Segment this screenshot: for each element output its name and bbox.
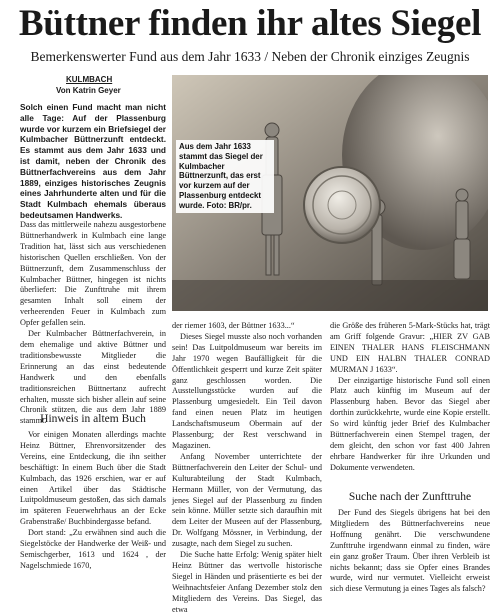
column-1-continued <box>20 430 166 572</box>
column-2 <box>172 321 322 615</box>
col2-paragraph-1: der riemer 1603, der Büttner 1633...“ <box>172 321 295 330</box>
lead-paragraph: Solch einen Fund macht man nicht alle Tage: Auf der Plassenburg wurde vor kurzem ein Briefsiegel der Kulmbacher Büttnerzunft entdeckt. Es stammt aus dem Jahr 1633 und ist damit, neben der Chronik des Büttnerfachvereins aus dem Jahr 1889, einziges historisches Zeugnis eines Jahrhunderte alten und für die Stadt Kulmbach ehemals überaus bedeutsamen Handwerks. <box>20 102 166 220</box>
headline: Büttner finden ihr altes Siegel <box>18 3 482 44</box>
byline-author: Von Katrin Geyer <box>56 86 121 95</box>
col3-paragraph-2: Der einzigartige historische Fund soll einen Platz auch künftig im Museum auf der Plassenburg haben. Bevor das Siegel aber dorthin zurückkehrte, wurde eine Kopie erstellt. So wird künftig jeder Brief des Kulmbacher Büttnerfachverein einen Stempel tragen, der dem gleicht, den schon vor fast 400 Jahren ehrbare Handwerker für ihre Urkunden und Dokumente verwendeten. <box>330 375 490 472</box>
byline-location: KULMBACH <box>66 75 113 84</box>
col2-paragraph-2: Dieses Siegel musste also noch vorhanden sein! Das Luitpoldmuseum war bereits im Jahr 1970 wegen Baufälligkeit für die Öffentlichkeit gesperrt und kurze Zeit später ganz geschlossen worden. Die Ausstellungsstücke wurden auf die Plassenburg umgesiedelt. Ein Teil davon fand einen neuen Platz im heutigen Landschaftsmuseum Obermain auf der Plassenburg; der Rest verschwand in Magazinen. <box>172 331 322 450</box>
photo-caption: Aus dem Jahr 1633 stammt das Siegel der Kulmbacher Büttnerzunft, das erst vor kurzem auf der Plassenburg entdeckt wurde. Foto: BR/pr. <box>176 140 274 213</box>
subheadline: Bemerkenswerter Fund aus dem Jahr 1633 / Neben der Chronik einziges Zeugnis <box>30 49 470 64</box>
col2-paragraph-3: Anfang November unterrichtete der Büttnerfachverein den Leiter der Schul- und Kulturabteilung der Stadt Kulmbach, Hermann Müller, von der Vermutung, das jenes Siegel auf der Plassenburg zu finden sein könne. Müller setzte sich daraufhin mit dem Leiter der Museen auf der Plassenburg, Dr. Wolfgang Mössner, in Verbindung, der zusagte, nach dem Siegel zu suchen. <box>172 451 322 549</box>
col3-paragraph-1: die Größe des früheren 5-Mark-Stücks hat, trägt am Griff folgende Gravur: „HIER ZV GAB EINEN THALER HANS FLEISCHMANN UND EIN HALBN THALER CONRAD MURMAN J 1633“. <box>330 321 490 374</box>
column-3-continued <box>330 508 490 595</box>
col1-paragraph-2: Der Kulmbacher Büttnerfachverein, in dem ehemalige und aktive Büttner und traditionsbewusste Mitglieder die Erinnerung an das einst bedeutende Handwerk und den ebenfalls traditionsreichen Büttnertanz aufrecht erhalten, musste sich bisher allein auf seine Chronik stützen, die aus dem Jahr 1889 stammt. <box>20 329 166 426</box>
col1-paragraph-1: Dass das mittlerweile nahezu ausgestorbene Büttnerhandwerk in Kulmbach eine lange Tradition hat, lässt sich aus verschiedenen historischen Quellen erschließen. Von der Büttnerzunft, dem Zusammenschluss der Kulmbacher Büttner, hingegen ist nichts überliefert: Die Zunfttruhe mit ihrem gesamten Inhalt soll einem der verheerenden Feuer in Kulmbach zum Opfer gefallen sein. <box>20 220 166 328</box>
subheading-zunfttruhe: Suche nach der Zunfttruhe <box>348 491 472 503</box>
col1-paragraph-4: Dort stand: „Zu erwähnen sind auch die Siegelstöcke der Handwerke der Weiß- und Semischgerber, 1613 und 1624 , der Nagelschmiede 1670, <box>20 528 166 570</box>
col2-paragraph-4: Die Suche hatte Erfolg: Wenig später hielt Heinz Büttner das wertvolle historische Siegel in Händen und präsentierte es bei der Weihnachtsfeier Anfang Dezember stolz den Mitgliedern des Vereins. Das Siegel, das etwa <box>172 550 322 614</box>
col3-paragraph-3: Der Fund des Siegels übrigens hat bei den Mitgliedern des Büttnerfachvereins neue Hoffnung genährt. Die verschwundene Zunfttruhe irgendwann einmal zu finden, wäre ein ganz großer Traum. Über ihren Verbleib ist nichts bekannt; dass sie Opfer eines Brandes wurde, wird nur vermutet. Vielleicht erweist sich diese Vermutung ja eines Tages als falsch? <box>330 508 490 594</box>
column-3 <box>330 321 490 474</box>
col1-paragraph-3: Vor einigen Monaten allerdings machte Heinz Büttner, Ehrenvorsitzender des Vereins, eine Entdeckung, die ihn seither beschäftigt: In einem Buch über die Stadt Kulmbach, das 1926 erschien, war er auf einen Artikel über das Städtische Luitpoldmuseum gestoßen, das sich damals im späteren Feuerwehrhaus an der Ecke Grabenstraße/ Buchbindergasse befand. <box>20 430 166 527</box>
subheading-hinweis: Hinweis in altem Buch <box>40 413 146 425</box>
column-1 <box>20 220 166 427</box>
